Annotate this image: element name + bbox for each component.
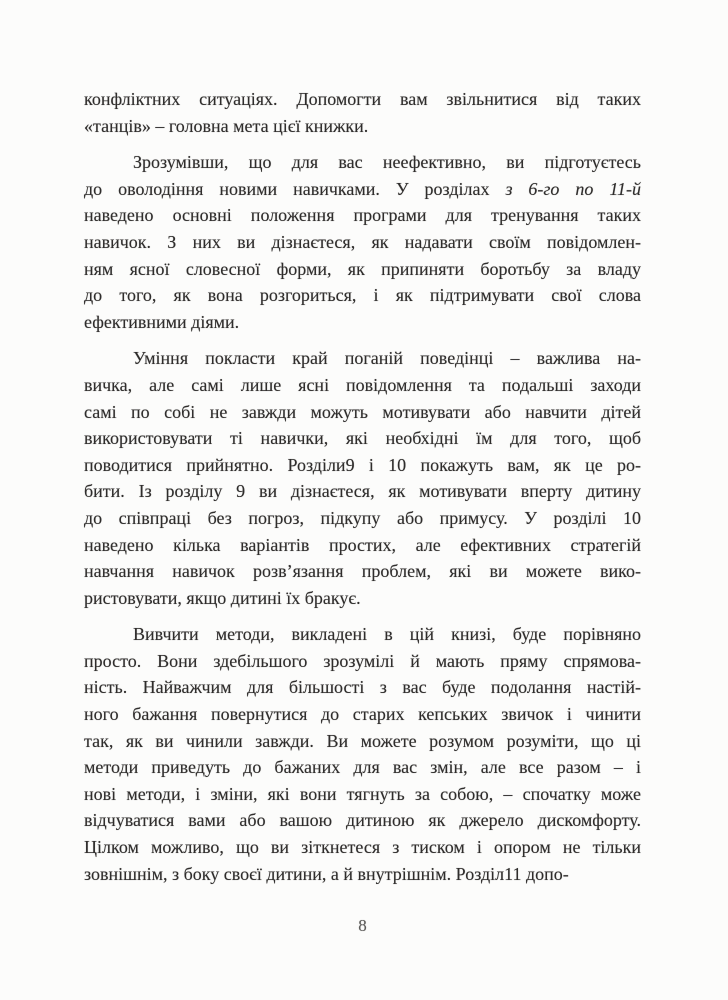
text-line bbox=[84, 754, 641, 781]
text-segment: нові методи, і зміни, які вони тягнуть за собою, – спочатку може bbox=[84, 783, 641, 804]
text-line bbox=[84, 478, 641, 505]
text-line bbox=[84, 701, 641, 728]
text-line bbox=[84, 425, 641, 452]
text-line bbox=[84, 558, 641, 585]
text-line bbox=[84, 861, 641, 888]
text-line bbox=[84, 282, 641, 309]
text-line bbox=[84, 149, 641, 176]
text-segment: Вивчити методи, викладені в цій книзі, буде порівняно bbox=[133, 624, 641, 645]
text-segment: до співпраці без погроз, підкупу або примусу. У розділі 10 bbox=[84, 507, 641, 528]
text-line bbox=[84, 781, 641, 808]
text-segment: ням ясної словесної форми, як припиняти боротьбу за владу bbox=[84, 258, 641, 279]
text-line bbox=[84, 86, 641, 113]
text-line bbox=[84, 113, 641, 140]
text-line bbox=[84, 452, 641, 479]
text-line bbox=[84, 728, 641, 755]
page-number: 8 bbox=[358, 916, 367, 935]
text-line bbox=[84, 648, 641, 675]
text-line bbox=[84, 585, 641, 612]
text-segment: ного бажання повернутися до старих кепських звичок і чинити bbox=[84, 704, 641, 725]
text-line bbox=[84, 229, 641, 256]
text-segment: бити. Із розділу 9 ви дізнаєтеся, як мотивувати вперту дитину bbox=[84, 481, 641, 502]
text-line bbox=[84, 372, 641, 399]
text-segment: самі по собі не завжди можуть мотивувати або навчити дітей bbox=[84, 401, 641, 422]
text-line bbox=[84, 674, 641, 701]
text-segment: ефективними діями. bbox=[84, 311, 240, 332]
italic-text-segment: з 6-го по 11-й bbox=[505, 178, 641, 199]
text-segment: так, як ви чинили завжди. Ви можете розумом розуміти, що ці bbox=[84, 730, 641, 751]
text-segment: Уміння покласти край поганій поведінці – важлива на- bbox=[133, 348, 641, 369]
text-segment: ристовувати, якщо дитині їх бракує. bbox=[84, 587, 361, 608]
text-line bbox=[84, 309, 641, 336]
text-segment: «танців» – головна мета цієї книжки. bbox=[84, 115, 369, 136]
text-segment: до оволодіння новими навичками. У розділах bbox=[84, 178, 506, 199]
text-line bbox=[84, 345, 641, 372]
text-line bbox=[84, 256, 641, 283]
text-line bbox=[84, 532, 641, 559]
text-line bbox=[84, 807, 641, 834]
paragraph bbox=[84, 86, 641, 139]
text-segment: вичка, але самі лише ясні повідомлення та подальші заходи bbox=[84, 374, 641, 395]
text-segment: Цілком можливо, що ви зіткнетеся з тиском і опором не тільки bbox=[84, 837, 641, 858]
text-line bbox=[84, 834, 641, 861]
text-line bbox=[84, 399, 641, 426]
text-segment: Зрозумівши, що для вас неефективно, ви підготуєтесь bbox=[133, 152, 641, 173]
text-segment: просто. Вони здебільшого зрозумілі й мають пряму спрямова- bbox=[84, 650, 641, 671]
text-line bbox=[84, 621, 641, 648]
text-segment: наведено кілька варіантів простих, але ефективних стратегій bbox=[84, 534, 641, 555]
text-segment: методи приведуть до бажаних для вас змін, але все разом – і bbox=[84, 757, 641, 778]
paragraph bbox=[84, 621, 641, 887]
paragraph bbox=[84, 345, 641, 611]
text-block bbox=[84, 86, 641, 887]
text-segment: поводитися прийнятно. Розділи9 і 10 покажуть вам, як це ро- bbox=[84, 454, 641, 475]
text-segment: навичок. З них ви дізнаєтеся, як надавати своїм повідомлен- bbox=[84, 231, 641, 252]
text-segment: навчання навичок розв’язання проблем, які ви можете вико- bbox=[84, 561, 641, 582]
text-line bbox=[84, 176, 641, 203]
text-segment: відчуватися вами або вашою дитиною як джерело дискомфорту. bbox=[84, 810, 641, 831]
text-segment: зовнішнім, з боку своєї дитини, а й внутрішнім. Розділ11 допо- bbox=[84, 863, 569, 884]
text-line bbox=[84, 505, 641, 532]
paragraph bbox=[84, 149, 641, 335]
text-segment: до того, як вона розгориться, і як підтримувати свої слова bbox=[84, 285, 641, 306]
text-segment: наведено основні положення програми для тренування таких bbox=[84, 205, 641, 226]
text-segment: конфліктних ситуаціях. Допомогти вам звільнитися від таких bbox=[84, 89, 641, 109]
text-segment: ність. Найважчим для більшості з вас буде подолання настій- bbox=[84, 677, 641, 698]
text-line bbox=[84, 202, 641, 229]
text-segment: використовувати ті навички, які необхідні їм для того, щоб bbox=[84, 428, 641, 449]
